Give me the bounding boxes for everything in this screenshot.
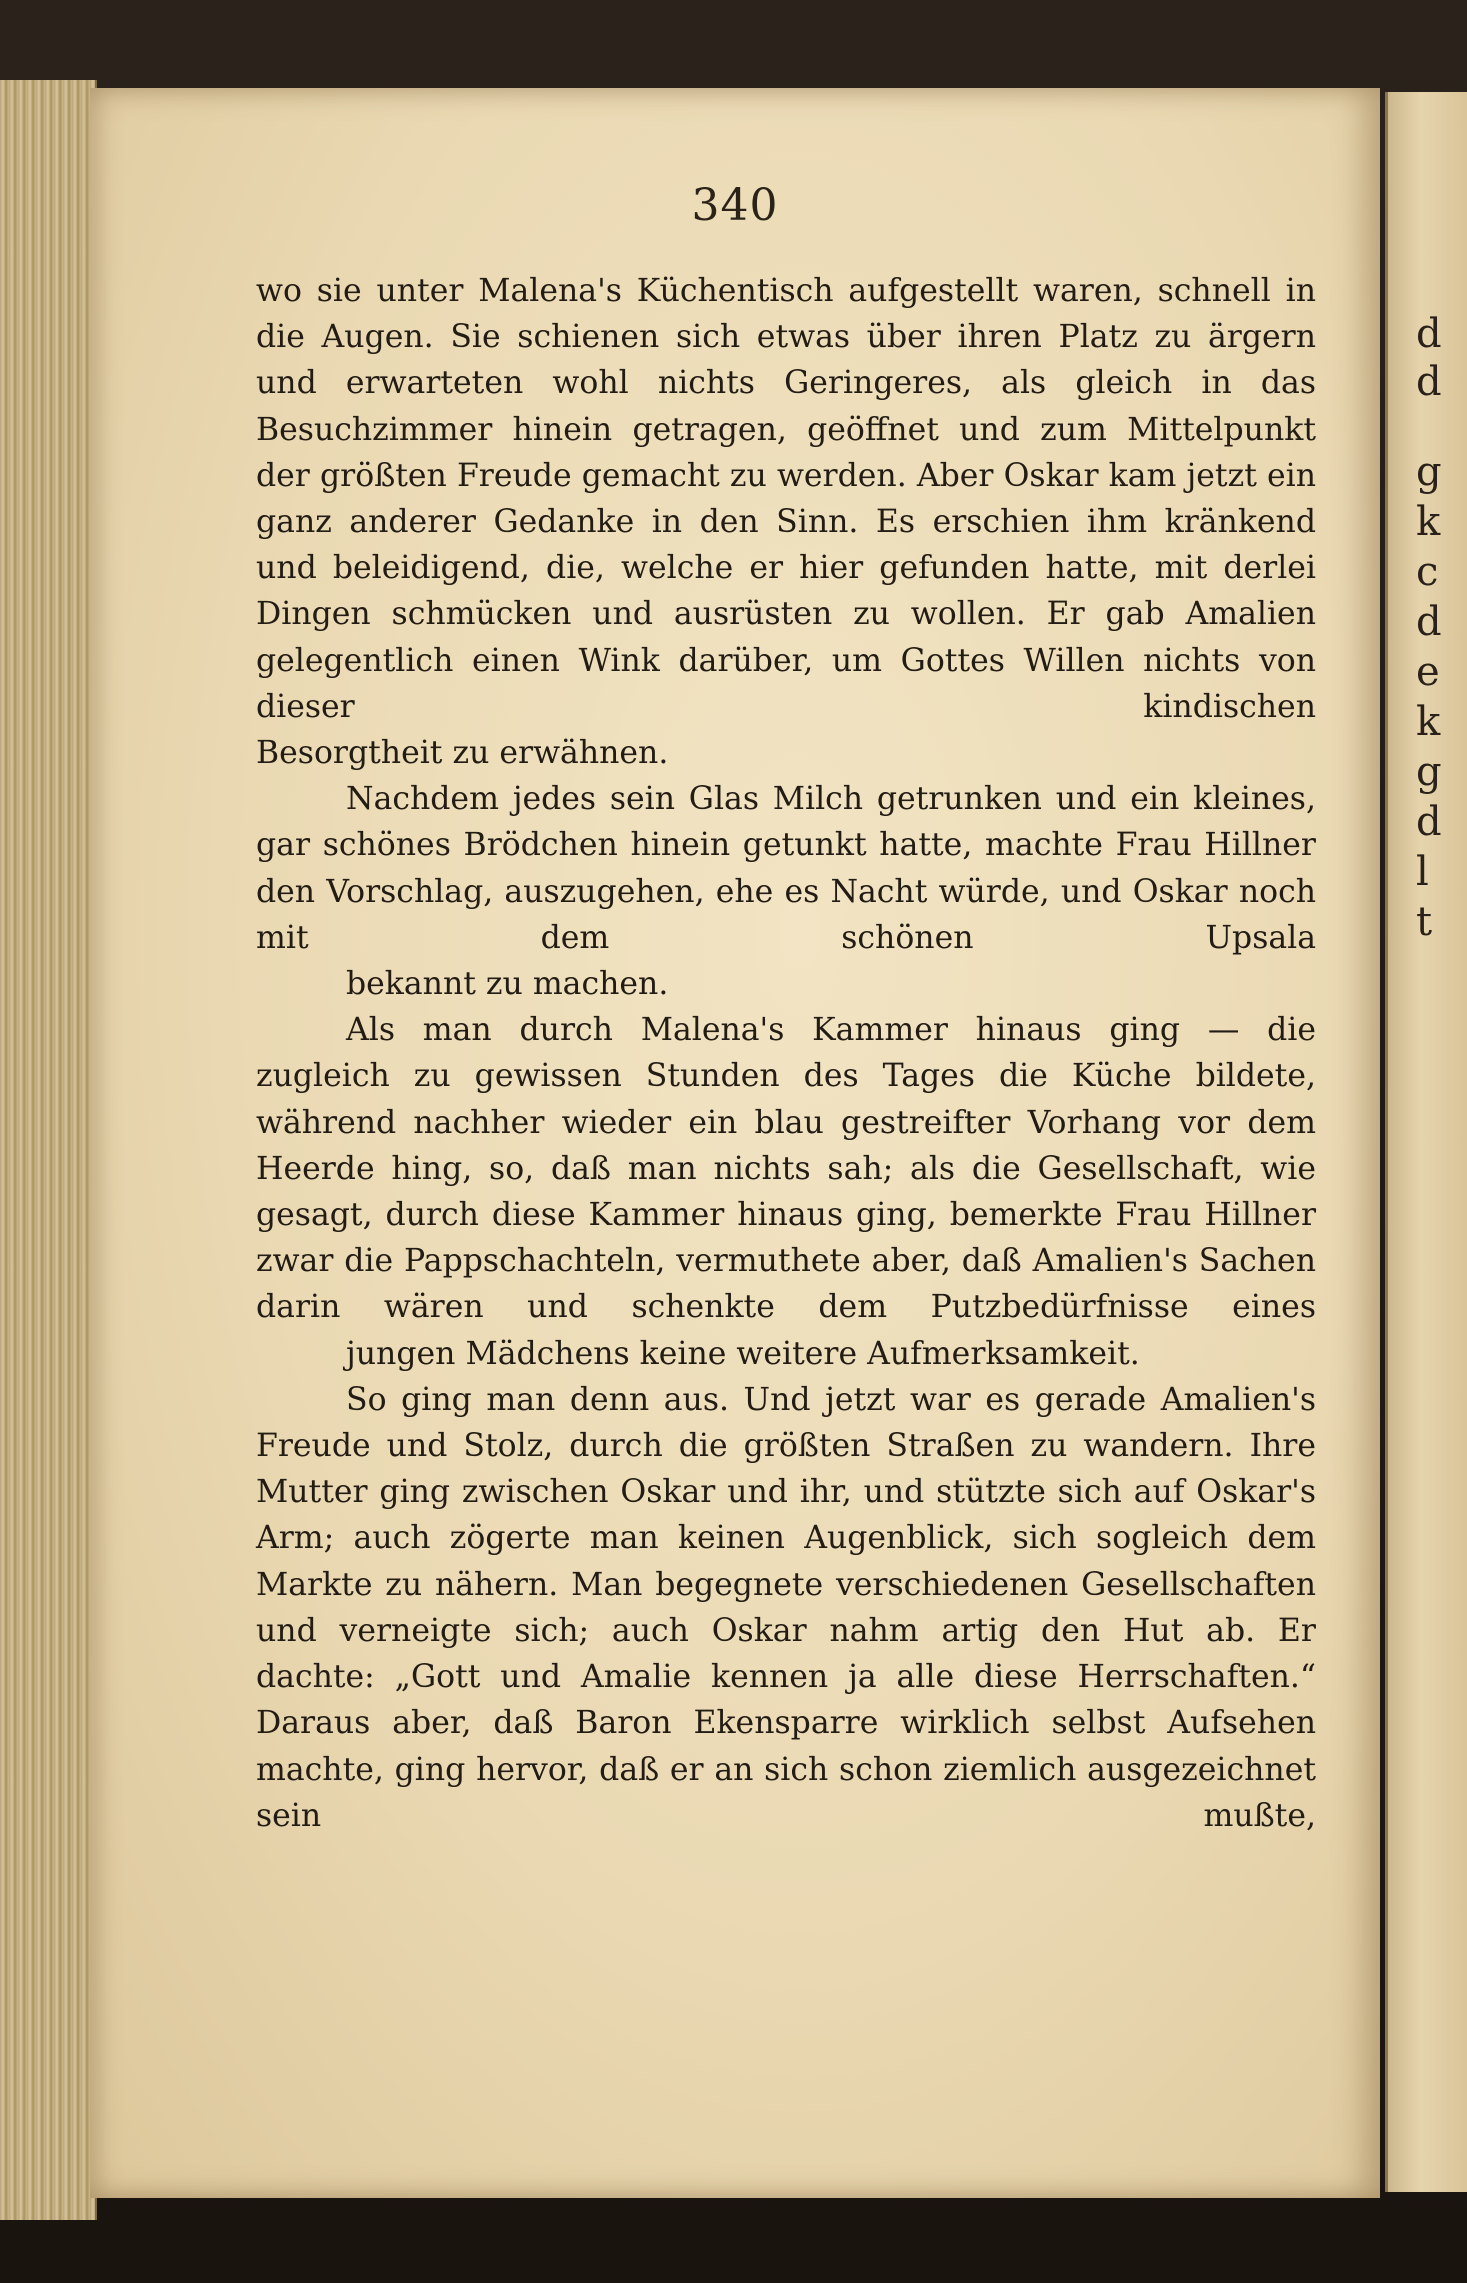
- next-page-fragment: g: [1416, 449, 1442, 495]
- paragraph-1: [256, 268, 1316, 776]
- next-page-fragment: g: [1416, 749, 1442, 795]
- paragraph-4: [256, 1377, 1316, 1839]
- paragraph-3-text: Als man durch Malena's Kammer hinaus ging — die zugleich zu gewissen Stunden des Tages die Küche bildete, während nachher wieder ein blau gestreifter Vorhang vor dem Heerde hing, so, daß man nichts sah; als die Gesellschaft, wie gesagt, durch diese Kammer hinaus ging, bemerkte Frau Hillner zwar die Pappschachteln, vermuthete aber, daß Amalien's Sachen darin wären und schenkte dem Putzbedürfnisse eines: [256, 1012, 1316, 1326]
- next-page-fragment: k: [1416, 499, 1441, 545]
- next-page-edge: [1385, 92, 1467, 2192]
- next-page-fragment: t: [1416, 899, 1433, 945]
- next-page-fragment: d: [1416, 311, 1442, 357]
- next-page-fragment: c: [1416, 549, 1439, 595]
- paragraph-2-last-line: bekannt zu machen.: [346, 966, 669, 1003]
- page-number: 340: [691, 180, 779, 231]
- paragraph-3-last-line: jungen Mädchens keine weitere Aufmerksamkeit.: [346, 1335, 1140, 1372]
- next-page-fragment: d: [1416, 799, 1442, 845]
- page-body-text: [256, 268, 1316, 1839]
- paragraph-4-text: So ging man denn aus. Und jetzt war es gerade Amalien's Freude und Stolz, durch die größten Straßen zu wandern. Ihre Mutter ging zwischen Oskar und ihr, und stützte sich auf Oskar's Arm; auch zögerte man keinen Augenblick, sich sogleich dem Markte zu nähern. Man begegnete verschiedenen Gesellschaften und verneigte sich; auch Oskar nahm artig den Hut ab. Er dachte: „Gott und Amalie kennen ja alle diese Herrschaften.“ Daraus aber, daß Baron Ekensparre wirklich selbst Aufsehen machte, ging hervor, daß er an sich schon ziemlich ausgezeichnet sein mußte,: [256, 1381, 1316, 1834]
- next-page-fragment: d: [1416, 359, 1442, 405]
- book-page: [90, 88, 1380, 2198]
- next-page-fragment: k: [1416, 699, 1441, 745]
- paragraph-1-last-line: Besorgtheit zu erwähnen.: [256, 735, 669, 772]
- paragraph-1-text: wo sie unter Malena's Küchentisch aufgestellt waren, schnell in die Augen. Sie schienen sich etwas über ihren Platz zu ärgern und erwarteten wohl nichts Geringeres, als gleich in das Besuchzimmer hinein getragen, geöffnet und zum Mittelpunkt der größten Freude gemacht zu werden. Aber Oskar kam jetzt ein ganz anderer Gedanke in den Sinn. Es erschien ihm kränkend und beleidigend, die, welche er hier gefunden hatte, mit derlei Dingen schmücken und ausrüsten zu wollen. Er gab Amalien gelegentlich einen Wink darüber, um Gottes Willen nichts von dieser kindischen: [256, 273, 1316, 725]
- page-edges-left: [0, 80, 97, 2220]
- paragraph-2: [256, 776, 1316, 1007]
- paragraph-3: [256, 1007, 1316, 1377]
- next-page-fragment: e: [1416, 649, 1440, 695]
- next-page-fragment: d: [1416, 599, 1442, 645]
- paragraph-2-text: Nachdem jedes sein Glas Milch getrunken und ein kleines, gar schönes Brödchen hinein getunkt hatte, machte Frau Hillner den Vorschlag, auszugehen, ehe es Nacht würde, und Oskar noch mit dem schönen Upsala: [256, 781, 1316, 956]
- next-page-fragment: l: [1416, 849, 1429, 895]
